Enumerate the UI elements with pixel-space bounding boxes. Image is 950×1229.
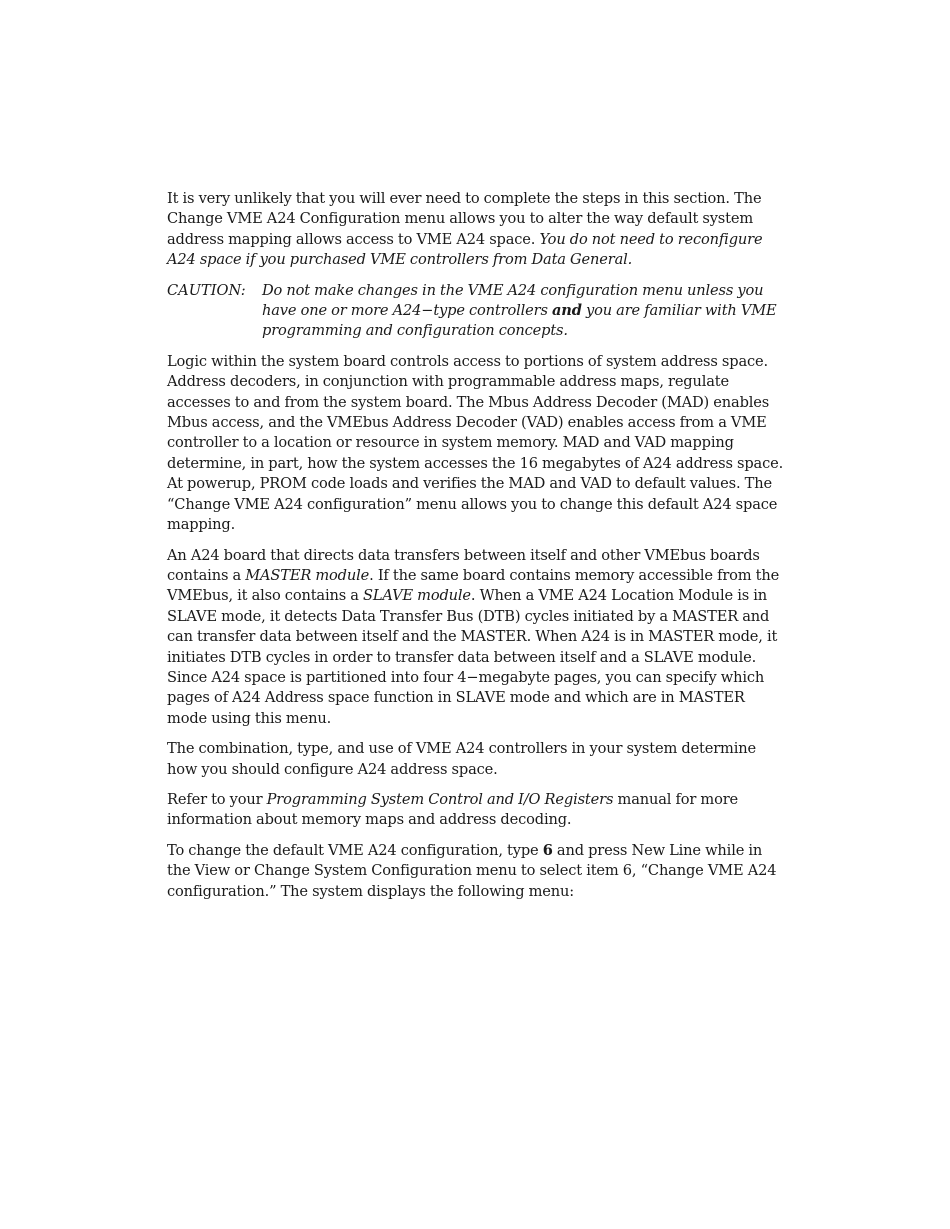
caution-text-part-2: you are familiar with VME programming and configuration concepts. <box>262 302 777 340</box>
caution-block <box>167 281 785 342</box>
slave-module-term: SLAVE module <box>363 587 471 605</box>
caution-emphasis: and <box>551 302 582 320</box>
master-module-term: MASTER module <box>245 566 370 584</box>
document-body <box>167 189 785 912</box>
a24-text-part-3: . When a VME A24 Location Module is in SLAVE mode, it detects Data Transfer Bus (DTB) cycles initiated by a MASTER and can transfer data between itself and the MASTER. When A24 is in MASTER mode, it initiates DTB cycles in order to transfer data between itself and a SLAVE module. Since A24 space is partitioned into four 4−megabyte pages, you can specify which pages of A24 Address space function in SLAVE mode and which are in MASTER mode using this menu. <box>167 587 778 727</box>
intro-italic-note: You do not need to reconfigure A24 space if you purchased VME controllers from Data General. <box>167 230 763 269</box>
a24-text-part-1: An A24 board that directs data transfers between itself and other VMEbus boards contains a <box>167 546 760 584</box>
a24-board-paragraph <box>167 546 785 730</box>
caution-text <box>262 281 785 342</box>
change-text-part-2: and press New Line while in the View or Change System Configuration menu to select item 6, “Change VME A24 configuration.” The system displays the following menu: <box>167 841 777 900</box>
caution-text-part-1: Do not make changes in the VME A24 configuration menu unless you have one or more A24−type controllers <box>262 281 764 320</box>
change-text-part-1: To change the default VME A24 configuration, type <box>167 841 543 859</box>
combination-paragraph: The combination, type, and use of VME A24 controllers in your system determine how you should configure A24 address space. <box>167 740 756 778</box>
refer-text-part-1: Refer to your <box>167 790 267 808</box>
logic-paragraph: Logic within the system board controls access to portions of system address space. Address decoders, in conjunction with programmable address maps, regulate accesses to and from the system board. The Mbus Address Decoder (MAD) enables Mbus access, and the VMEbus Address Decoder (VAD) enables access from a VME controller to a location or resource in system memory. MAD and VAD mapping determine, in part, how the system accesses the 16 megabytes of A24 address space. At powerup, PROM code loads and verifies the MAD and VAD to default values. The “Change VME A24 configuration” menu allows you to change this default A24 space mapping. <box>167 352 784 534</box>
key-six: 6 <box>542 841 553 859</box>
manual-title: Programming System Control and I/O Registers <box>266 790 614 808</box>
intro-text: It is very unlikely that you will ever need to complete the steps in this section. The Change VME A24 Configuration menu allows you to alter the way default system address mapping allows access to VME A24 space. <box>167 190 762 248</box>
intro-paragraph <box>167 189 785 271</box>
caution-label: CAUTION: <box>167 281 246 299</box>
a24-text-part-2: . If the same board contains memory accessible from the VMEbus, it also contains a <box>167 566 780 605</box>
refer-text-part-2: manual for more information about memory maps and address decoding. <box>167 790 739 829</box>
change-paragraph <box>167 841 785 902</box>
refer-paragraph <box>167 790 785 831</box>
